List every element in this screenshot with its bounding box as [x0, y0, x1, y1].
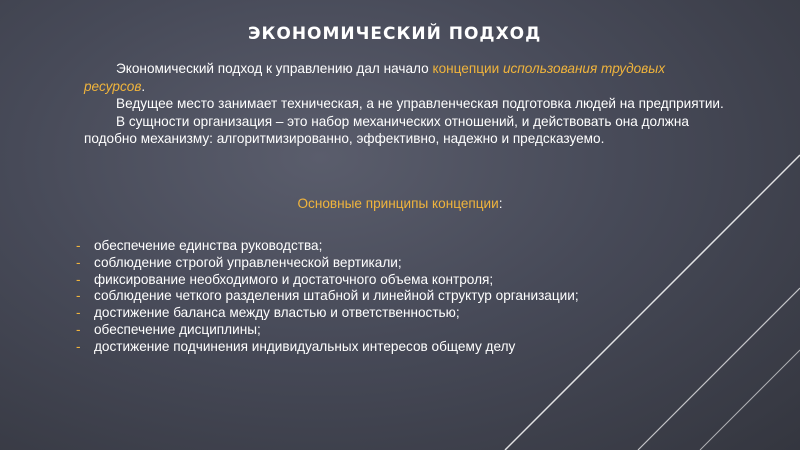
bullet-dash: -	[76, 338, 81, 354]
list-item	[76, 339, 636, 356]
slide-title: ЭКОНОМИЧЕСКИЙ ПОДХОД	[248, 24, 542, 44]
bullet-dash: -	[76, 288, 81, 304]
principles-list	[76, 238, 636, 356]
list-item-text: соблюдение строгой управленческой вертикали;	[94, 254, 402, 270]
paragraph-1-highlight: концепции	[432, 61, 503, 76]
principles-heading-text: Основные принципы концепции	[297, 196, 499, 211]
bullet-dash: -	[76, 305, 81, 321]
bullet-dash: -	[76, 254, 81, 270]
list-item-text: фиксирование необходимого и достаточного объема контроля;	[94, 271, 494, 287]
list-item	[76, 238, 636, 255]
list-item-text: достижение подчинения индивидуальных интересов общему делу	[94, 338, 516, 354]
paragraph-1-highlight-italic: использования трудовых ресурсов	[84, 61, 666, 94]
list-item-text: достижение баланса между властью и ответственностью;	[94, 305, 460, 321]
list-item	[76, 272, 636, 289]
bullet-dash: -	[76, 321, 81, 337]
bullet-dash: -	[76, 238, 81, 253]
bullet-dash: -	[76, 271, 81, 287]
principles-heading	[0, 196, 800, 211]
intro-text	[84, 60, 724, 148]
list-item-text: соблюдение четкого разделения штабной и линейной структур организации;	[94, 288, 579, 304]
paragraph-1-end: .	[141, 78, 146, 94]
list-item-text: обеспечение единства руководства;	[94, 238, 323, 253]
paragraph-2: Ведущее место занимает техническая, а не управленческая подготовка людей на предприятии.	[116, 96, 724, 112]
paragraph-1-lead: Экономический подход к управлению дал начало	[116, 61, 433, 76]
list-item	[76, 322, 636, 339]
list-item-text: обеспечение дисциплины;	[94, 321, 261, 337]
paragraph-1	[84, 60, 724, 95]
principles-heading-colon: :	[498, 196, 503, 211]
list-item	[76, 255, 636, 272]
paragraph-3: В сущности организация – это набор механических отношений, и действовать она должна подобно механизму: алгоритмизированно, эффективно, надежно и предсказуемо.	[84, 113, 689, 147]
list-item	[76, 288, 636, 305]
list-item	[76, 305, 636, 322]
